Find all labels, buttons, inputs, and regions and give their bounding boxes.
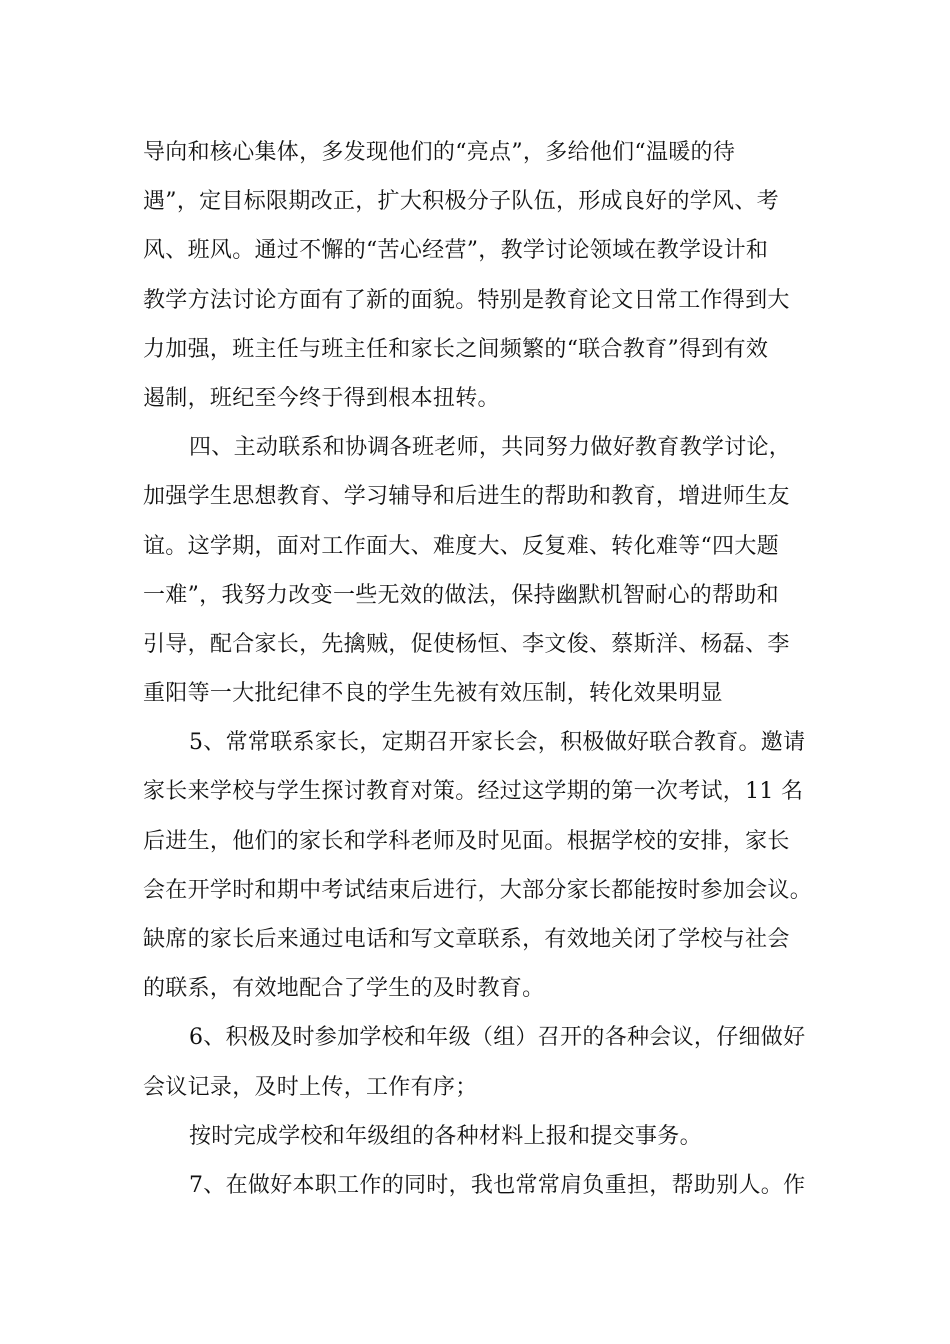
text-line: 引导，配合家长，先擒贼，促使杨恒、李文俊、蔡斯洋、杨磊、李 [143, 631, 790, 657]
text-line: 遇”，定目标限期改正，扩大积极分子队伍，形成良好的学风、考 [143, 189, 779, 215]
text-line: 缺席的家长后来通过电话和写文章联系，有效地关闭了学校与社会 [143, 927, 790, 952]
text-line: 会在开学时和期中考试结束后进行，大部分家长都能按时参加会议。 [143, 877, 813, 903]
paragraph-start-line: 5、常常联系家长，定期召开家长会，积极做好联合教育。邀请 [189, 730, 806, 756]
text-line: 后进生，他们的家长和学科老师及时见面。根据学校的安排，家长 [143, 828, 790, 854]
text-line: 会议记录，及时上传，工作有序； [143, 1074, 478, 1100]
paragraph-start-line: 6、积极及时参加学校和年级（组）召开的各种会议，仔细做好 [189, 1025, 806, 1051]
text-line: 加强学生思想教育、学习辅导和后进生的帮助和教育，增进师生友 [143, 484, 790, 510]
text-line: 导向和核心集体，多发现他们的“亮点”，多给他们“温暖的待 [143, 140, 736, 165]
text-line: 遏制，班纪至今终于得到根本扭转。 [143, 385, 500, 411]
text-line: 力加强，班主任与班主任和家长之间频繁的“联合教育”得到有效 [143, 336, 769, 362]
text-line: 谊。这学期，面对工作面大、难度大、反复难、转化难等“四大题 [143, 533, 779, 559]
text-line: 家长来学校与学生探讨教育对策。经过这学期的第一次考试，11 名 [143, 779, 804, 805]
document-body [143, 128, 843, 1210]
text-line: 的联系，有效地配合了学生的及时教育。 [143, 976, 545, 1002]
paragraph-start-line: 四、主动联系和协调各班老师，共同努力做好教育教学讨论， [189, 435, 792, 461]
text-line: 风、班风。通过不懈的“苦心经营”，教学讨论领域在教学设计和 [143, 238, 769, 264]
paragraph-start-line: 按时完成学校和年级组的各种材料上报和提交事务。 [189, 1123, 702, 1149]
text-line: 重阳等一大批纪律不良的学生先被有效压制，转化效果明显 [143, 681, 723, 707]
text-line: 一难”，我努力改变一些无效的做法，保持幽默机智耐心的帮助和 [143, 582, 779, 608]
text-line: 教学方法讨论方面有了新的面貌。特别是教育论文日常工作得到大 [143, 287, 790, 313]
paragraph-start-line: 7、在做好本职工作的同时，我也常常肩负重担，帮助别人。作 [189, 1172, 806, 1198]
